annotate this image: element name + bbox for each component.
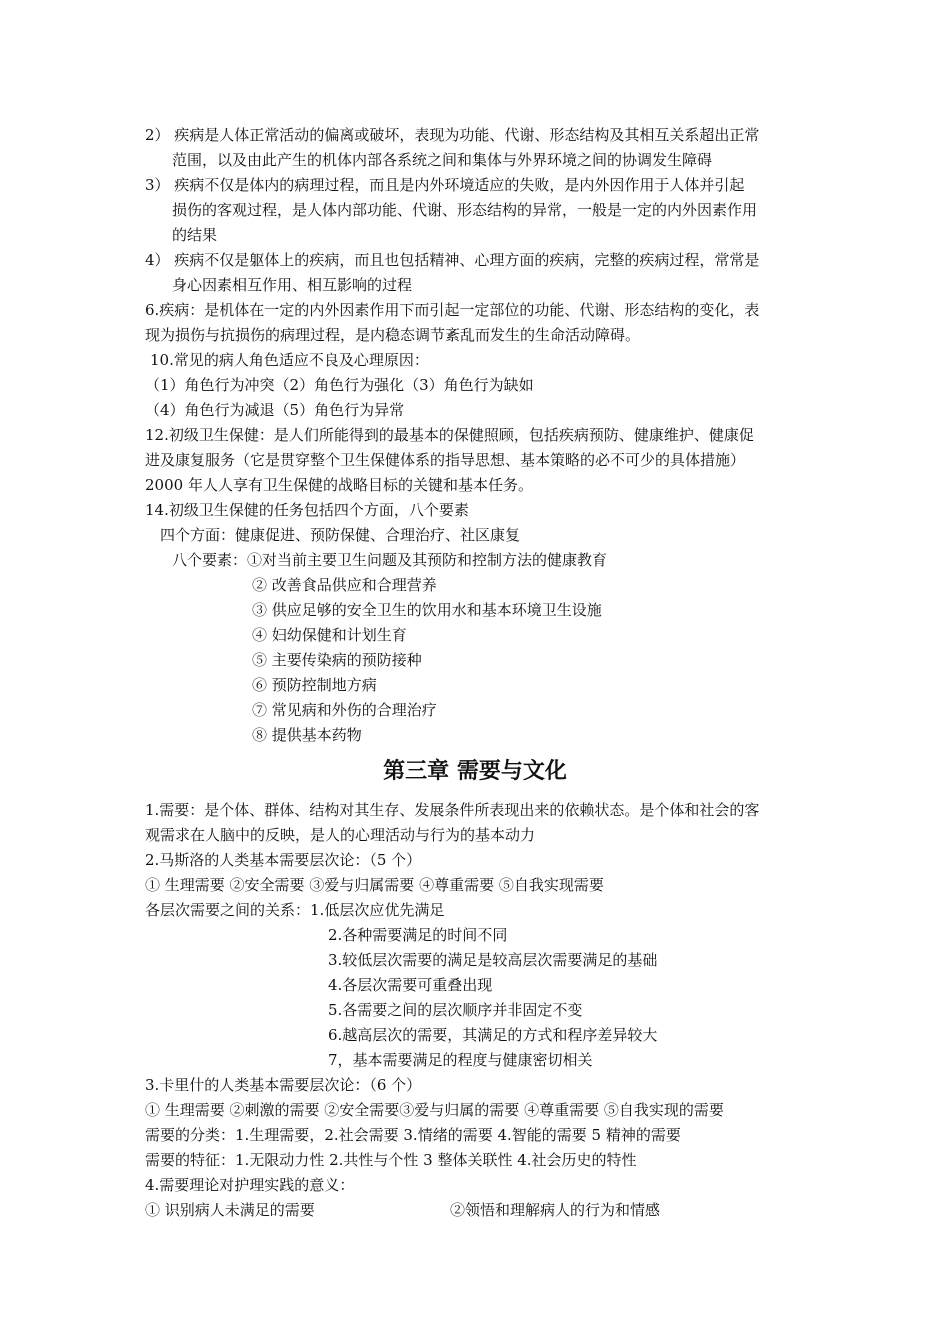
text-line: 7，基本需要满足的程度与健康密切相关 xyxy=(328,1051,593,1069)
text-line: ⑦ 常见病和外伤的合理治疗 xyxy=(252,701,437,719)
text-line: 2000 年人人享有卫生保健的战略目标的关键和基本任务。 xyxy=(145,476,533,494)
text-line: 3.较低层次需要的满足是较高层次需要满足的基础 xyxy=(328,951,658,969)
text-line: 10.常见的病人角色适应不良及心理原因： xyxy=(150,351,429,369)
text-line: 2.各种需要满足的时间不同 xyxy=(328,926,508,944)
text-line: 四个方面：健康促进、预防保健、合理治疗、社区康复 xyxy=(160,526,521,544)
text-line: 3.卡里什的人类基本需要层次论：（6 个） xyxy=(145,1076,422,1094)
text-line: 八个要素：①对当前主要卫生问题及其预防和控制方法的健康教育 xyxy=(172,551,608,569)
text-line: ⑤ 主要传染病的预防接种 xyxy=(252,651,422,669)
text-line: ③ 供应足够的安全卫生的饮用水和基本环境卫生设施 xyxy=(252,601,602,619)
chapter-heading: 第三章 需要与文化 xyxy=(383,759,567,784)
text-line: （1）角色行为冲突（2）角色行为强化（3）角色行为缺如 xyxy=(145,376,534,394)
text-line: 观需求在人脑中的反映，是人的心理活动与行为的基本动力 xyxy=(145,826,536,844)
text-line: 6.疾病：是机体在一定的内外因素作用下而引起一定部位的功能、代谢、形态结构的变化，表 xyxy=(145,301,760,319)
text-line: 损伤的客观过程，是人体内部功能、代谢、形态结构的异常，一般是一定的内外因素作用 xyxy=(172,201,758,219)
text-line: 4.各层次需要可重叠出现 xyxy=(328,976,493,994)
text-line: 2） 疾病是人体正常活动的偏离或破坏，表现为功能、代谢、形态结构及其相互关系超出正常 xyxy=(145,126,760,144)
text-line: ① 识别病人未满足的需要 xyxy=(145,1201,315,1219)
text-line: 12.初级卫生保健：是人们所能得到的最基本的保健照顾，包括疾病预防、健康维护、健康促 xyxy=(145,426,754,444)
text-line: ② 改善食品供应和合理营养 xyxy=(252,576,437,594)
text-line: ⑥ 预防控制地方病 xyxy=(252,676,377,694)
text-line: 需要的特征：1.无限动力性 2.共性与个性 3 整体关联性 4.社会历史的特性 xyxy=(145,1151,637,1169)
text-line: 的结果 xyxy=(172,226,218,244)
text-line: 14.初级卫生保健的任务包括四个方面，八个要素 xyxy=(145,501,469,519)
text-line: （4）角色行为减退（5）角色行为异常 xyxy=(145,401,405,419)
text-line: 各层次需要之间的关系：1.低层次应优先满足 xyxy=(145,901,445,919)
text-line: 1.需要：是个体、群体、结构对其生存、发展条件所表现出来的依赖状态。是个体和社会的客 xyxy=(145,801,760,819)
text-line: 范围，以及由此产生的机体内部各系统之间和集体与外界环境之间的协调发生障碍 xyxy=(172,151,713,169)
text-line: 3） 疾病不仅是体内的病理过程，而且是内外环境适应的失败，是内外因作用于人体并引起 xyxy=(145,176,745,194)
text-line: 需要的分类：1.生理需要，2.社会需要 3.情绪的需要 4.智能的需要 5 精神的需要 xyxy=(145,1126,681,1144)
text-line: ②领悟和理解病人的行为和情感 xyxy=(450,1201,661,1219)
text-line: ⑧ 提供基本药物 xyxy=(252,726,362,744)
text-line: 5.各需要之间的层次顺序并非固定不变 xyxy=(328,1001,583,1019)
text-line: 4.需要理论对护理实践的意义： xyxy=(145,1176,355,1194)
text-line: 进及康复服务（它是贯穿整个卫生保健体系的指导思想、基本策略的必不可少的具体措施） xyxy=(145,451,746,469)
text-line: ④ 妇幼保健和计划生育 xyxy=(252,626,407,644)
text-line: 6.越高层次的需要，其满足的方式和程序差异较大 xyxy=(328,1026,658,1044)
text-line: 现为损伤与抗损伤的病理过程，是内稳态调节紊乱而发生的生命活动障碍。 xyxy=(145,326,641,344)
text-line: 4） 疾病不仅是躯体上的疾病，而且也包括精神、心理方面的疾病，完整的疾病过程，常常是 xyxy=(145,251,760,269)
text-line: ① 生理需要 ②刺激的需要 ②安全需要③爱与归属的需要 ④尊重需要 ⑤自我实现的需要 xyxy=(145,1101,724,1119)
text-line: ① 生理需要 ②安全需要 ③爱与归属需要 ④尊重需要 ⑤自我实现需要 xyxy=(145,876,604,894)
text-line: 2.马斯洛的人类基本需要层次论：（5 个） xyxy=(145,851,422,869)
text-line: 身心因素相互作用、相互影响的过程 xyxy=(172,276,413,294)
